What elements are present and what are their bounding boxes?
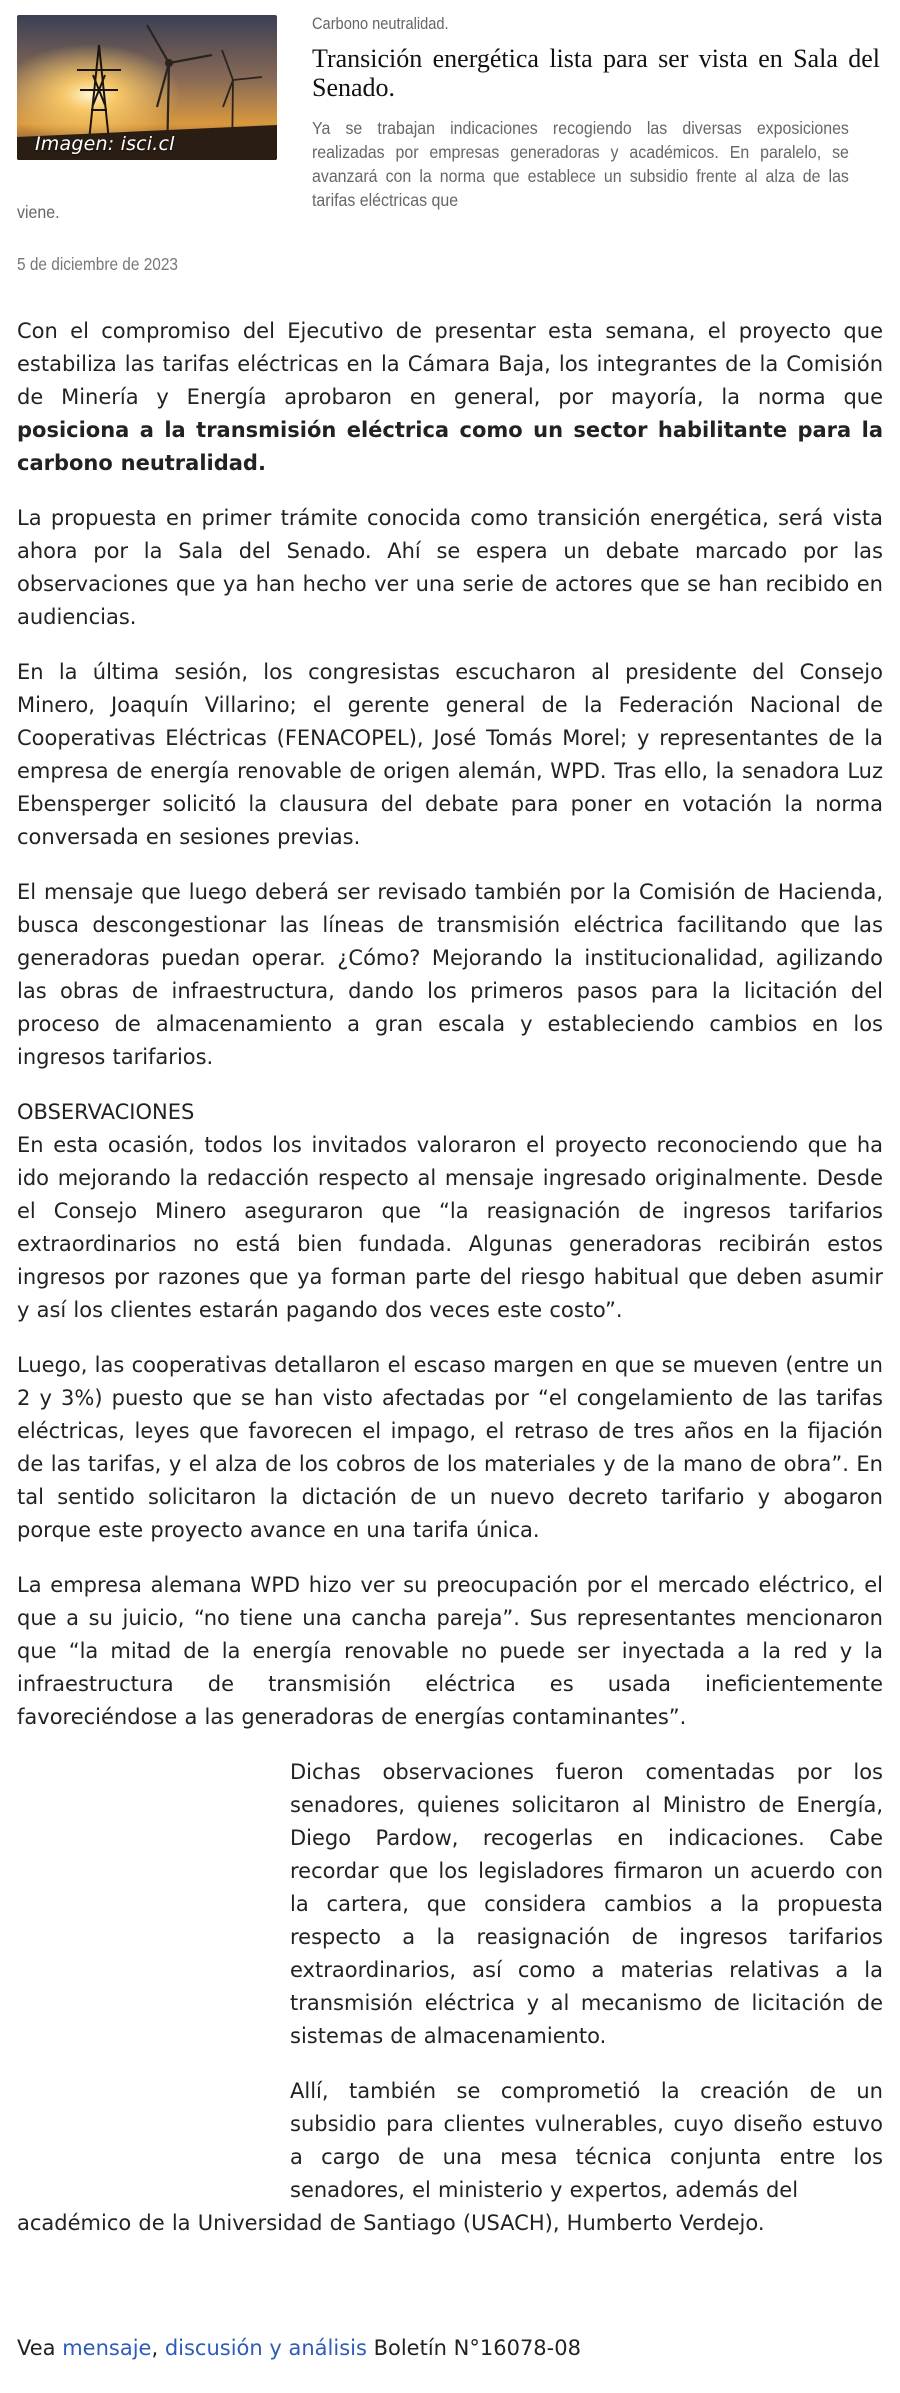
mensaje-link[interactable]: mensaje xyxy=(62,2336,152,2360)
footer-prefix: Vea xyxy=(17,2336,63,2360)
paragraph-3: En la última sesión, los congresistas escucharon al presidente del Consejo Minero, Joaquín Villarino; el gerente general de la Federación Nacional de Cooperativas Eléctricas (FENACOPEL), José Tomás Morel; y representantes de la empresa de energía renovable de origen alemán, WPD. Tras ello, la senadora Luz Ebensperger solicitó la clausura del debate para poner en votación la norma conversada en sesiones previas. xyxy=(17,660,883,849)
paragraph-1-text: Con el compromiso del Ejecutivo de presentar esta semana, el proyecto que estabiliza las tarifas eléctricas en la Cámara Baja, los integrantes de la Comisión de Minería y Energía aprobaron en general, por mayoría, la norma que xyxy=(17,319,883,409)
observaciones-section xyxy=(17,1096,883,1327)
publish-date: 5 de diciembre de 2023 xyxy=(17,254,178,274)
paragraph-1 xyxy=(17,315,883,480)
footer-links xyxy=(17,2336,581,2360)
footer-separator: , xyxy=(151,2336,165,2360)
paragraph-6: Luego, las cooperativas detallaron el escaso margen en que se mueven (entre un 2 y 3%) puesto que se han visto afectadas por “el congelamiento de las tarifas eléctricas, leyes que favorecen el impago, el retraso de tres años en la fijación de las tarifas, y el alza de los cobros de los materiales y de la mano de obra”. En tal sentido solicitaron la dictación de un nuevo decreto tarifario y abogaron porque este proyecto avance en una tarifa única. xyxy=(17,1353,883,1542)
paragraph-2: La propuesta en primer trámite conocida como transición energética, será vista ahora por la Sala del Senado. Ahí se espera un debate marcado por las observaciones que ya han hecho ver una serie de actores que se han recibido en audiencias. xyxy=(17,506,883,629)
paragraph-8: Dichas observaciones fueron comentadas por los senadores, quienes solicitaron al Ministro de Energía, Diego Pardow, recogerlas en indicaciones. Cabe recordar que los legisladores firmaron un acuerdo con la cartera, que considera cambios a la propuesta respecto a la reasignación de ingresos tarifarios extraordinarios, así como a materias relativas a la transmisión eléctrica y al mecanismo de licitación de sistemas de almacenamiento. xyxy=(290,1760,883,2048)
paragraph-4: El mensaje que luego deberá ser revisado también por la Comisión de Hacienda, busca descongestionar las líneas de transmisión eléctrica facilitando que las generadoras puedan operar. ¿Cómo? Mejorando la institucionalidad, agilizando las obras de infraestructura, dando los primeros pasos para la licitación del proceso de almacenamiento a gran escala y estableciendo cambios en los ingresos tarifarios. xyxy=(17,880,883,1069)
paragraph-9-tail: académico de la Universidad de Santiago (USACH), Humberto Verdejo. xyxy=(17,2211,765,2235)
article-body xyxy=(17,315,883,2262)
section-heading: OBSERVACIONES xyxy=(17,1100,195,1124)
paragraph-7: La empresa alemana WPD hizo ver su preocupación por el mercado eléctrico, el que a su juicio, “no tiene una cancha pareja”. Sus representantes mencionaron que “la mitad de la energía renovable no puede ser inyectada a la red y la infraestructura de transmisión eléctrica es usada ineficientemente favoreciéndose a las generadoras de energías contaminantes”. xyxy=(17,1573,883,1729)
paragraph-5: En esta ocasión, todos los invitados valoraron el proyecto reconociendo que ha ido mejorando la redacción respecto al mensaje ingresado originalmente. Desde el Consejo Minero aseguraron que “la reasignación de ingresos tarifarios extraordinarios no está bien fundada. Algunas generadoras recibirán estos ingresos por razones que ya forman parte del riesgo habitual que deben asumir y así los clientes estarán pagando dos veces este costo”. xyxy=(17,1133,883,1322)
lead-summary: Ya se trabajan indicaciones recogiendo las diversas exposiciones realizadas por empresas generadoras y académicos. En paralelo, se avanzará con la norma que establece un subsidio frente al alza de las tarifas eléctricas que xyxy=(312,118,849,210)
discusion-analisis-link[interactable]: discusión y análisis xyxy=(164,2336,367,2360)
boletin-number: Boletín N°16078-08 xyxy=(366,2336,581,2360)
headline: Transición energética lista para ser vista en Sala del Senado. xyxy=(312,44,880,102)
kicker: Carbono neutralidad. xyxy=(312,14,449,33)
paragraph-9-indented: Allí, también se comprometió la creación de un subsidio para clientes vulnerables, cuyo diseño estuvo a cargo de una mesa técnica conjunta entre los senadores, el ministerio y expertos, además del xyxy=(290,2079,883,2202)
header-image xyxy=(17,15,277,160)
paragraph-9 xyxy=(17,2075,883,2240)
lead-summary-tail: viene. xyxy=(17,202,60,222)
image-credit: Imagen: isci.cl xyxy=(35,133,175,155)
paragraph-1-bold: posiciona a la transmisión eléctrica como un sector habilitante para la carbono neutralidad. xyxy=(17,418,883,475)
